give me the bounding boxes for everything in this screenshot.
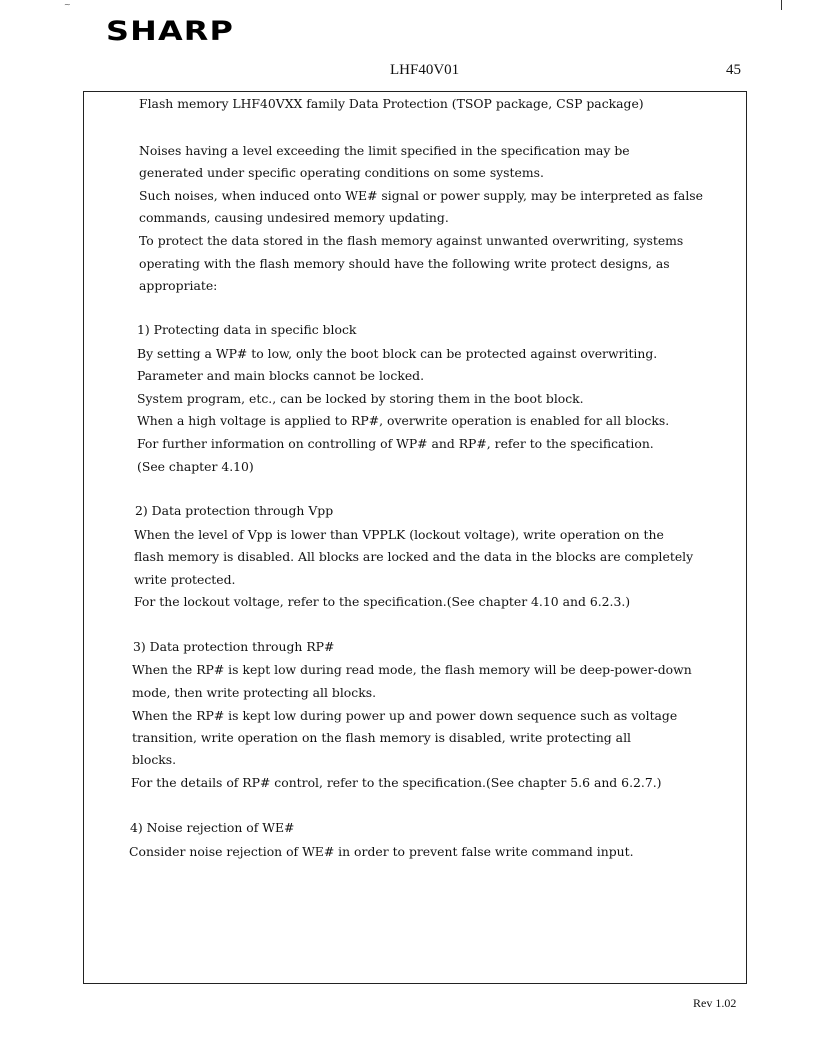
subsection-heading: 4) Noise rejection of WE# (130, 820, 295, 835)
body-line: blocks. (132, 752, 177, 767)
body-line: By setting a WP# to low, only the boot block can be protected against overwriting. (137, 346, 658, 361)
body-line: Consider noise rejection of WE# in order to prevent false write command input. (129, 844, 634, 859)
body-line: System program, etc., can be locked by storing them in the boot block. (137, 391, 584, 406)
company-logo: SHARP (106, 16, 235, 47)
body-line: operating with the flash memory should have the following write protect designs, as (139, 256, 670, 271)
body-line: For further information on controlling of WP# and RP#, refer to the specification. (137, 436, 654, 451)
subsection-heading: 3) Data protection through RP# (133, 639, 335, 654)
scan-mark: ~ (64, 0, 71, 9)
document-code: LHF40V01 (390, 62, 460, 78)
body-line: Noises having a level exceeding the limit specified in the specification may be (139, 143, 630, 158)
body-line: generated under specific operating conditions on some systems. (139, 165, 544, 180)
body-line: flash memory is disabled. All blocks are locked and the data in the blocks are completely (134, 549, 694, 564)
body-line: When the RP# is kept low during power up and power down sequence such as voltage (132, 708, 678, 723)
subsection-heading: 2) Data protection through Vpp (135, 503, 334, 518)
body-line: mode, then write protecting all blocks. (132, 685, 377, 700)
scan-edge-mark (781, 0, 782, 10)
body-line: To protect the data stored in the flash memory against unwanted overwriting, systems (139, 233, 684, 248)
body-line: Such noises, when induced onto WE# signal or power supply, may be interpreted as false (139, 188, 703, 203)
body-line: For the details of RP# control, refer to the specification.(See chapter 5.6 and 6.2.7.) (131, 775, 662, 790)
body-line: transition, write operation on the flash memory is disabled, write protecting all (132, 730, 631, 745)
body-line: (See chapter 4.10) (137, 459, 254, 474)
body-line: write protected. (134, 572, 236, 587)
body-line: When the level of Vpp is lower than VPPLK (lockout voltage), write operation on the (134, 527, 664, 542)
page-number: 45 (726, 62, 741, 78)
body-line: Parameter and main blocks cannot be locked. (137, 368, 425, 383)
body-line: For the lockout voltage, refer to the specification.(See chapter 4.10 and 6.2.3.) (134, 594, 631, 609)
body-line: commands, causing undesired memory updating. (139, 210, 449, 225)
revision-label: Rev 1.02 (693, 996, 737, 1010)
section-title: Flash memory LHF40VXX family Data Protection (TSOP package, CSP package) (139, 96, 644, 111)
body-line: When the RP# is kept low during read mode, the flash memory will be deep-power-down (132, 662, 692, 677)
body-line: When a high voltage is applied to RP#, overwrite operation is enabled for all blocks. (137, 413, 670, 428)
body-line: appropriate: (139, 278, 218, 293)
subsection-heading: 1) Protecting data in specific block (137, 322, 357, 337)
